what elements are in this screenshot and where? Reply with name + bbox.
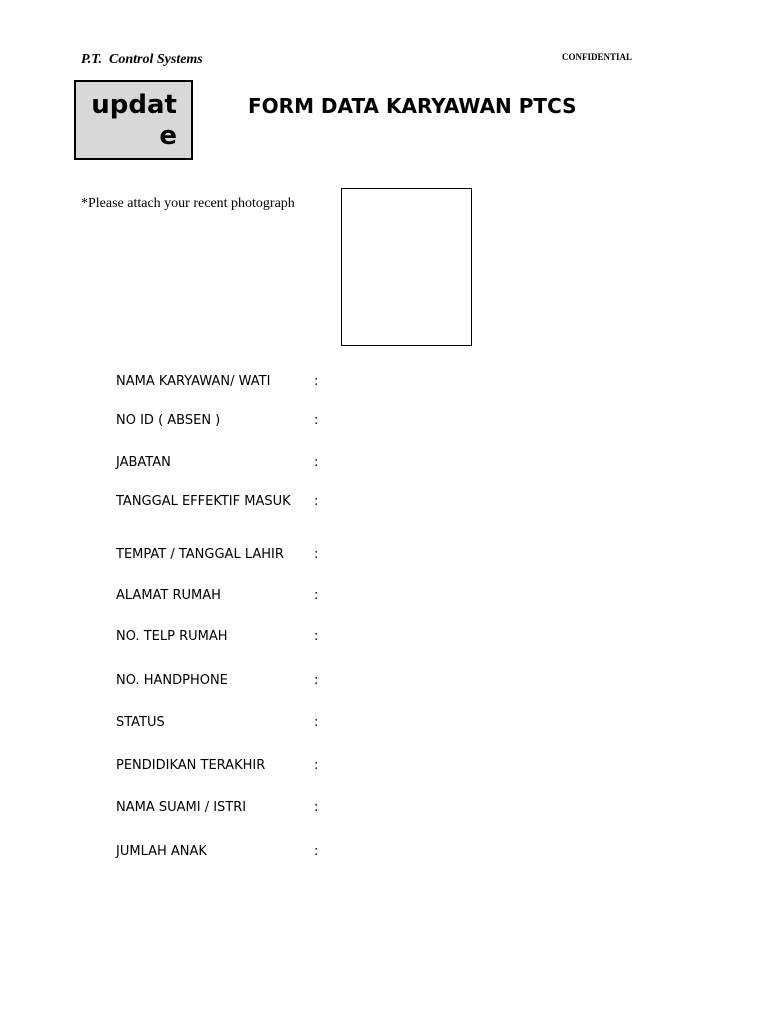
- field-label: TEMPAT / TANGGAL LAHIR: [116, 547, 284, 562]
- photo-placeholder[interactable]: [341, 188, 472, 346]
- field-colon: :: [314, 629, 319, 644]
- field-label: NAMA SUAMI / ISTRI: [116, 800, 247, 815]
- field-label: ALAMAT RUMAH: [116, 588, 221, 603]
- photo-instruction: *Please attach your recent photograph: [81, 196, 295, 211]
- field-colon: :: [314, 800, 319, 815]
- field-label: STATUS: [116, 715, 165, 730]
- field-label: NO ID ( ABSEN ): [116, 413, 221, 428]
- field-label: NO. TELP RUMAH: [116, 629, 228, 644]
- field-label: NAMA KARYAWAN/ WATI: [116, 374, 271, 389]
- field-label: PENDIDIKAN TERAKHIR: [116, 758, 266, 773]
- field-colon: :: [314, 547, 319, 562]
- company-name: P.T. Control Systems: [81, 52, 203, 67]
- form-title: FORM DATA KARYAWAN PTCS: [248, 94, 577, 118]
- field-colon: :: [314, 494, 319, 509]
- field-colon: :: [314, 844, 319, 859]
- field-colon: :: [314, 673, 319, 688]
- field-colon: :: [314, 455, 319, 470]
- field-colon: :: [314, 374, 319, 389]
- field-colon: :: [314, 715, 319, 730]
- field-colon: :: [314, 758, 319, 773]
- field-label: TANGGAL EFFEKTIF MASUK: [116, 494, 291, 509]
- field-colon: :: [314, 413, 319, 428]
- update-stamp: update: [74, 80, 193, 160]
- field-label: JUMLAH ANAK: [116, 844, 207, 859]
- field-label: NO. HANDPHONE: [116, 673, 228, 688]
- field-label: JABATAN: [116, 455, 171, 470]
- field-colon: :: [314, 588, 319, 603]
- confidential-label: CONFIDENTIAL: [562, 52, 633, 62]
